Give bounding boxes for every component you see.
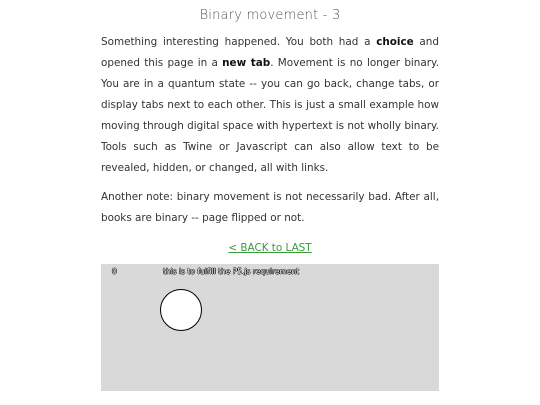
canvas-circle (160, 289, 202, 331)
emphasis-new-tab: new tab (222, 57, 271, 69)
back-to-last-link[interactable]: < BACK to LAST (228, 242, 312, 254)
page-title: Binary movement - 3 (199, 8, 341, 23)
paragraph-intro (101, 32, 439, 179)
canvas-note: this is to fulfill the P5.js requirement (163, 267, 300, 276)
paragraph-note: Another note: binary movement is not necessarily bad. After all, books are binary -- page flipped or not. (101, 191, 439, 224)
paragraph-intro-text-2: and opened this page in a (101, 36, 439, 69)
emphasis-choice: choice (376, 36, 414, 48)
paragraph-intro-text-1: Something interesting happened. You both had a (101, 36, 377, 48)
p5-canvas[interactable] (101, 264, 439, 391)
main-content (101, 32, 439, 237)
paragraph-intro-text-3: . Movement is no longer binary. You are in a quantum state -- you can go back, change tabs, or display tabs next to each other. This is just a small example how moving through digital space with hypertext is not wholly binary. Tools such as Twine or Javascript can also allow text to be revealed, hidden, or changed, all with links. (101, 57, 440, 174)
canvas-counter: 0 (112, 267, 117, 276)
